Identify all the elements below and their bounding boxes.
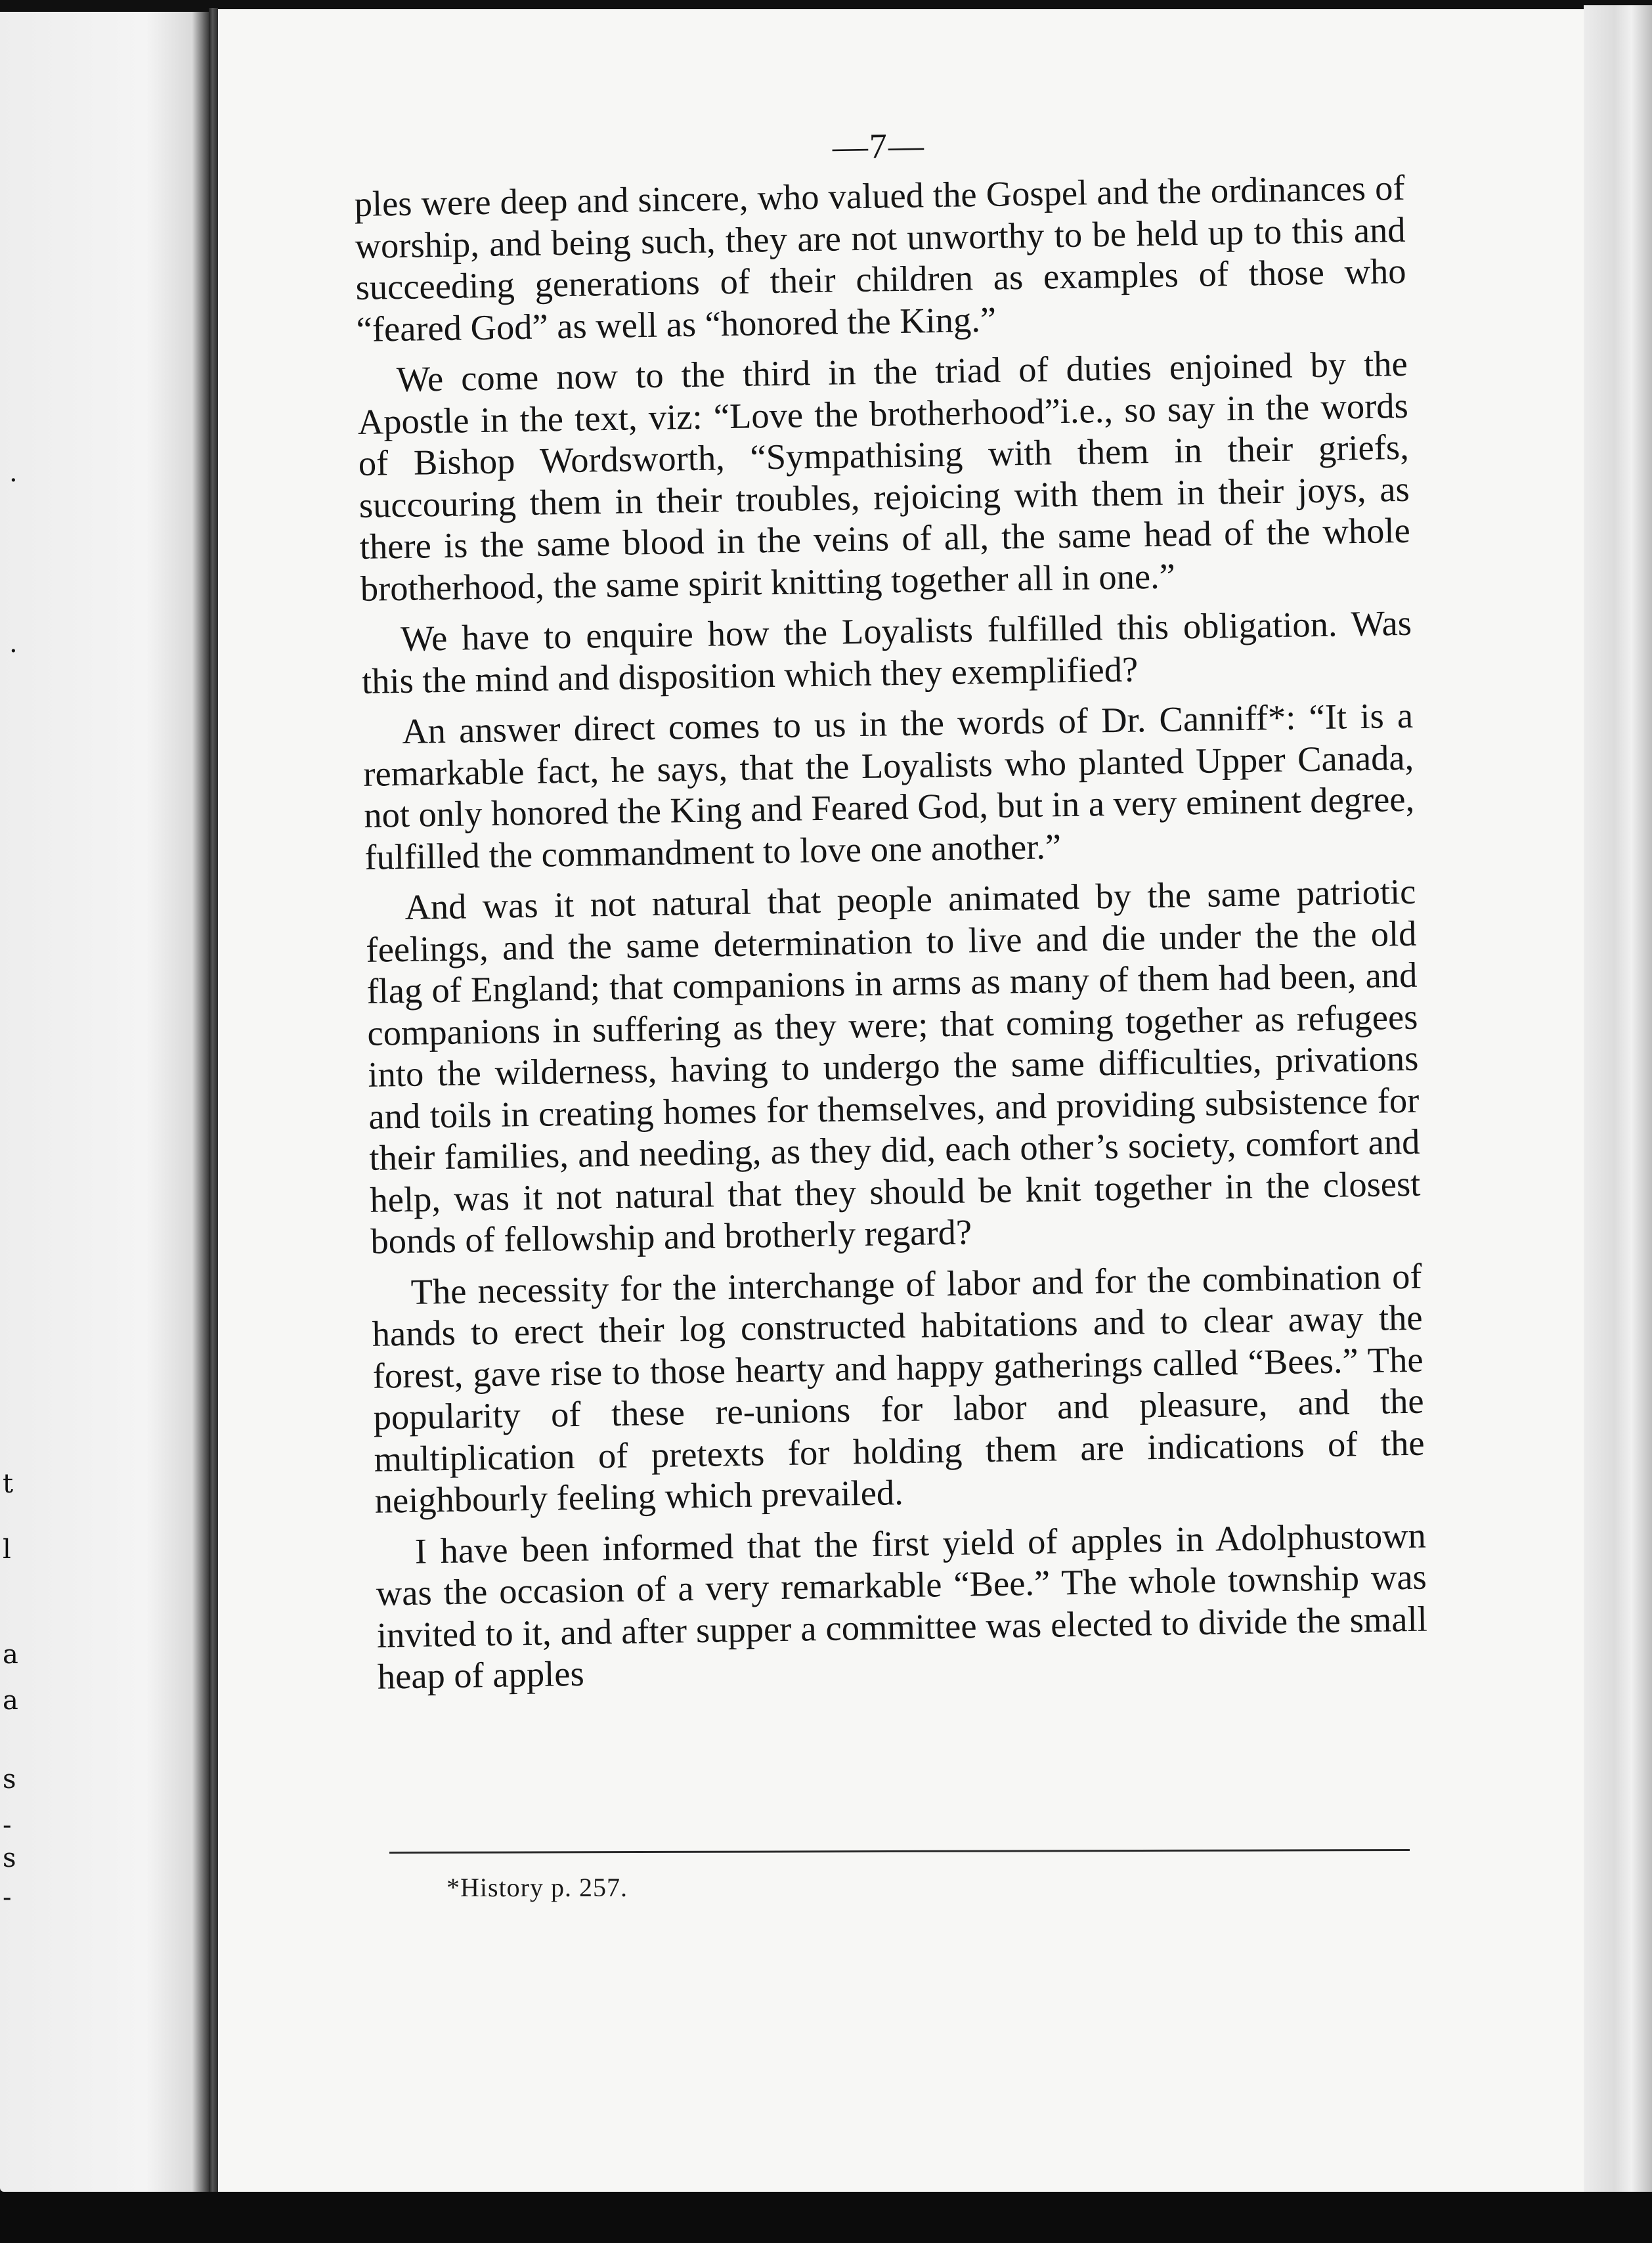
margin-fragment: - — [3, 1810, 12, 1840]
page-number: —7— — [832, 125, 926, 167]
paragraph: An answer direct comes to us in the words of Dr. Canniff*: “It is a remarkable fact, he says, that the Loyalists who planted Upper Canada, not only honored the King and Feared God, but in a very eminent degree, fulfilled the commandment to love one another.” — [362, 695, 1415, 877]
paragraph: And was it not natural that people animated by the same patriotic feelings, and the same determination to live and die under the the old flag of England; that companions in arms as many of them had been, and companions in suffering as they were; that coming together as refugees into the wilderness, having to undergo the same difficulties, privations and toils in creating homes for themselves, and providing subsistence for their families, and needing, as they did, each other’s society, comfort and help, was it not natural that they should be knit together in the closest bonds of fellowship and brotherly regard? — [366, 871, 1421, 1261]
margin-fragment: - — [3, 1883, 12, 1913]
margin-fragment: t — [3, 1469, 14, 1499]
left-margin-fragments — [0, 0, 209, 2243]
paragraph: The necessity for the interchange of labor and for the combination of hands to erect their log constructed habitations and to clear away the forest, gave rise to those hearty and happy gatherings called “Bees.” The popularity of these re-unions for labor and pleasure, and the multiplication of pretexts for holding them are indications of the neighbourly feeling which prevailed. — [372, 1255, 1425, 1521]
book-gutter — [209, 8, 218, 2194]
margin-fragment: a — [3, 1686, 18, 1716]
margin-fragment: a — [3, 1640, 18, 1670]
margin-fragment: l — [3, 1535, 11, 1565]
scan-bottom-border — [0, 2192, 1652, 2243]
body-text — [353, 118, 1428, 1707]
footnote: *History p. 257. — [446, 1873, 628, 1902]
margin-fragment: s — [3, 1764, 16, 1795]
margin-fragment: s — [3, 1843, 16, 1873]
page-edge-stack — [1584, 5, 1652, 2198]
paragraph: We have to enquire how the Loyalists fulfilled this obligation. Was this the mind and disposition which they exemplified? — [361, 602, 1412, 701]
paragraph: I have been informed that the first yield of apples in Adolphustown was the occasion of a very remarkable “Bee.” The whole township was invited to it, and after supper a committee was elected to divide the small heap of apples — [376, 1515, 1428, 1697]
paragraph: ples were deep and sincere, who valued the Gospel and the ordinances of worship, and being such, they are not unworthy to be held up to this and succeeding generations of their children as examples of those who “feared God” as well as “honored the King.” — [354, 167, 1406, 349]
paragraph: We come now to the third in the triad of duties enjoined by the Apostle in the text, viz: “Love the brotherhood”i.e., so say in the words of Bishop Wordsworth, “Sympathising with them in their griefs, succouring them in their troubles, rejoicing with them in their joys, as there is the same blood in the veins of all, the same head of the whole brotherhood, the same spirit knitting together all in one.” — [357, 343, 1411, 609]
margin-fragment: . — [9, 628, 18, 659]
margin-fragment: . — [9, 458, 18, 488]
